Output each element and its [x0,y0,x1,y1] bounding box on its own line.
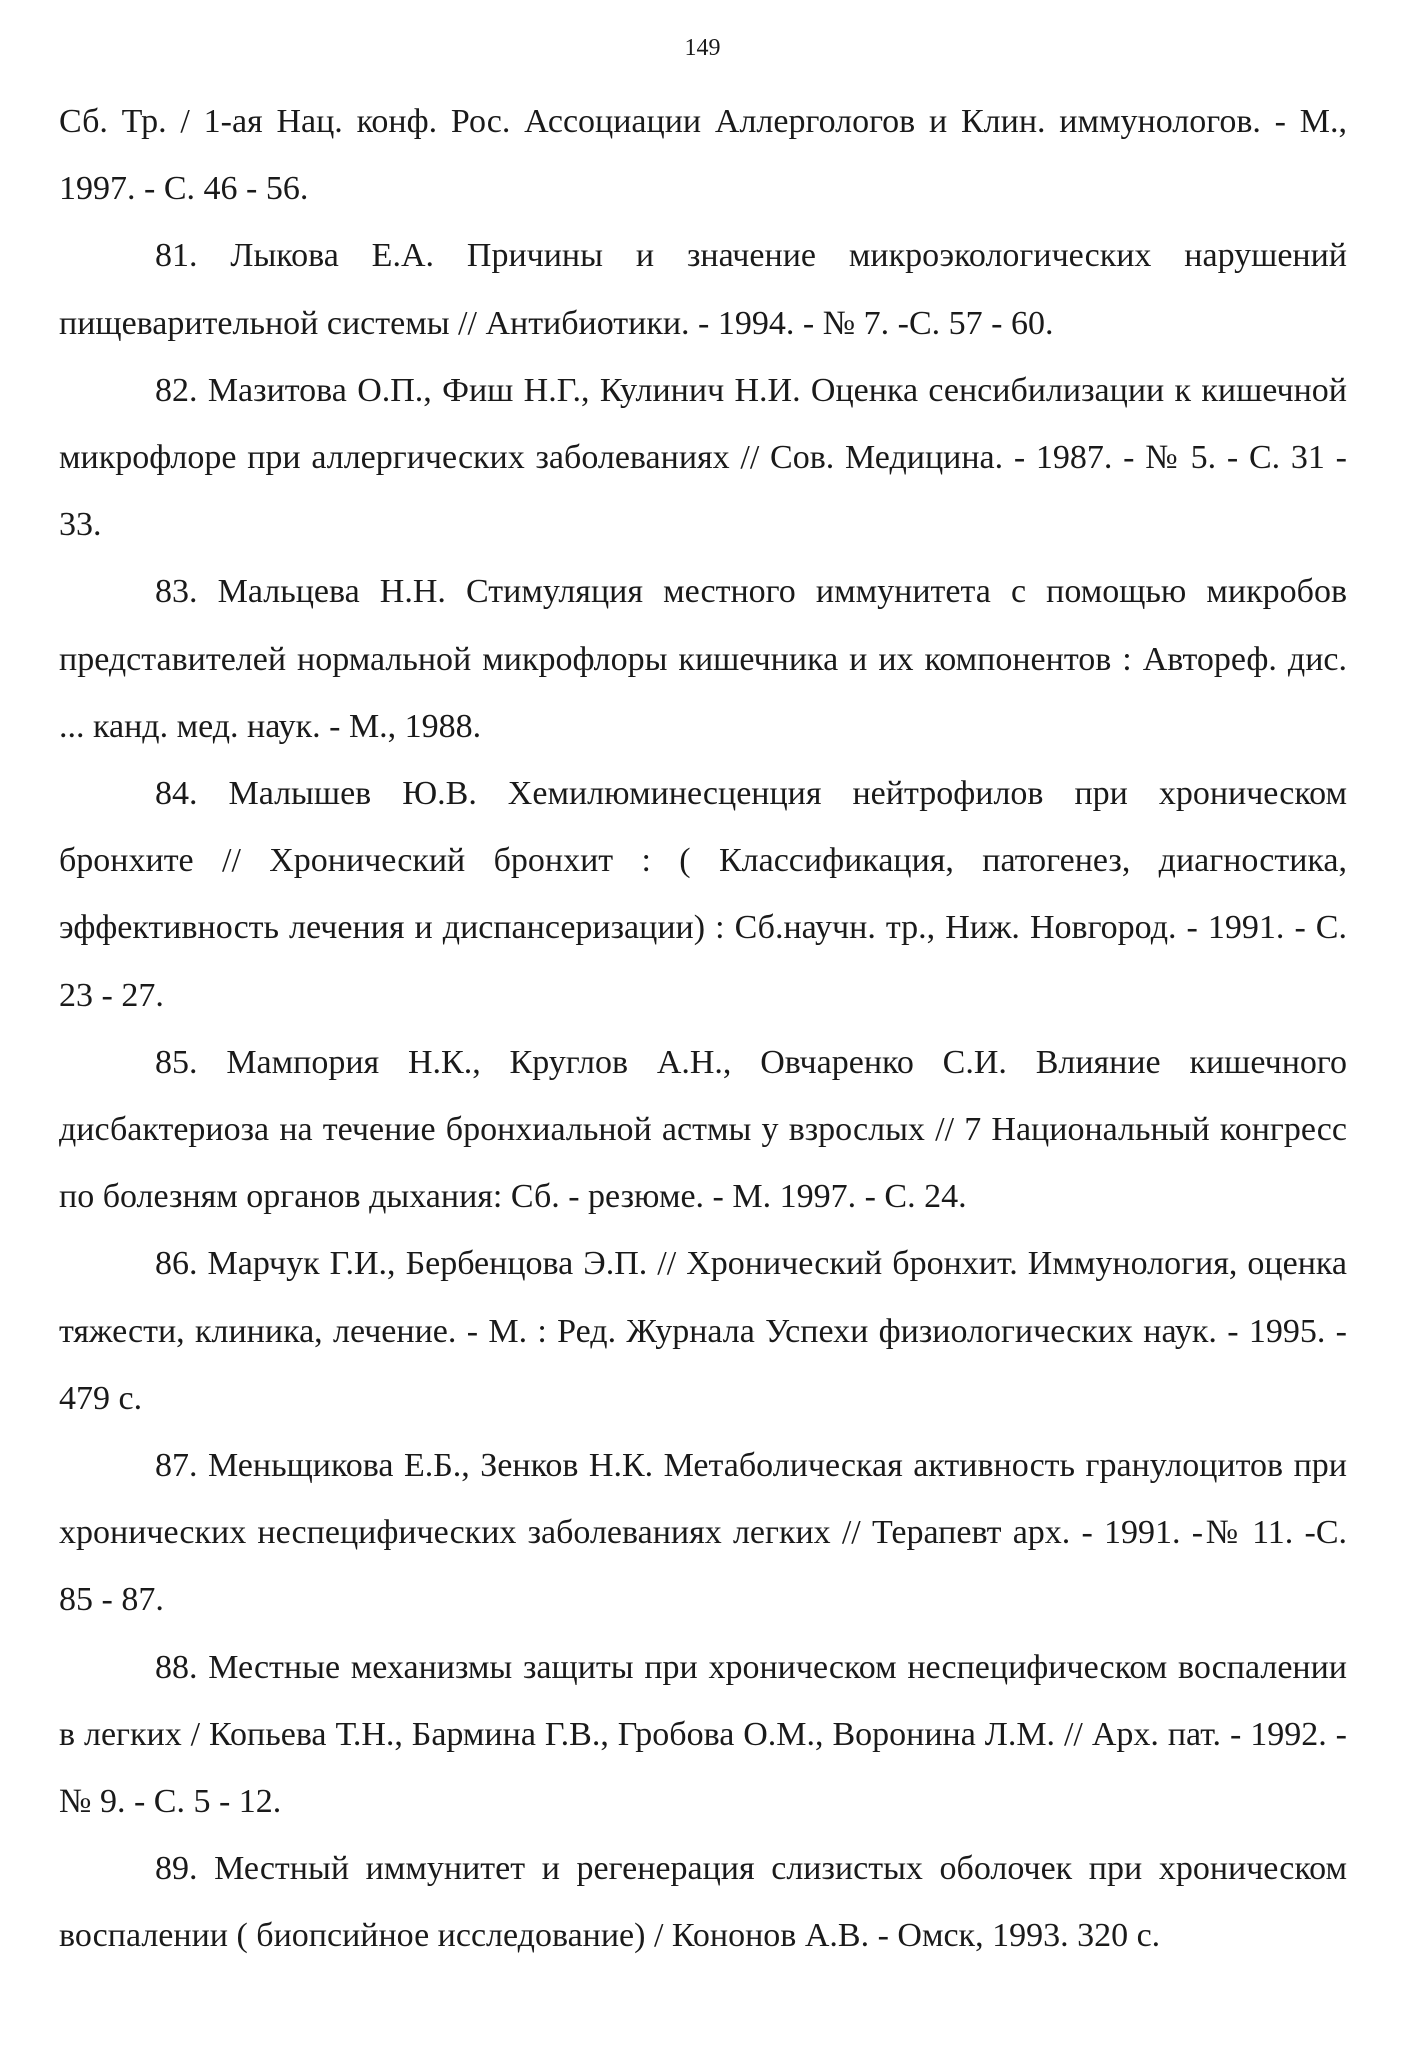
reference-item-86: 86. Марчук Г.И., Бербенцова Э.П. // Хронический бронхит. Иммунология, оценка тяжести, клиника, лечение. - М. : Ред. Журнала Успехи физиологических наук. - 1995. - 479 с. [59,1245,1347,1417]
reference-item-82: 82. Мазитова О.П., Фиш Н.Г., Кулинич Н.И. Оценка сенсибилизации к кишечной микрофлоре при аллергических заболеваниях // Сов. Медицина. - 1987. - № 5. - С. 31 - 33. [59,371,1347,544]
reference-item-85: 85. Мампория Н.К., Круглов А.Н., Овчаренко С.И. Влияние кишечного дисбактериоза на течение бронхиальной астмы у взрослых // 7 Национальный конгресс по болезням органов дыхания: Сб. - резюме. - М. 1997. - С. 24. [59,1043,1347,1216]
reference-item-89: 89. Местный иммунитет и регенерация слизистых оболочек при хроническом воспалении ( биопсийное исследование) / Кононов А.В. - Омск, 1993. 320 с. [59,1850,1347,1955]
reference-item-80-continuation: Сб. Тр. / 1-ая Нац. конф. Рос. Ассоциации Аллергологов и Клин. иммунологов. - М., 1997. - С. 46 - 56. [59,103,1347,208]
reference-list [59,88,1347,1970]
page-number: 149 [684,35,721,61]
reference-item-87: 87. Меньщикова Е.Б., Зенков Н.К. Метаболическая активность гранулоцитов при хронических неспецифических заболеваниях легких // Терапевт арх. - 1991. -№ 11. -С. 85 - 87. [59,1447,1347,1619]
reference-item-83: 83. Мальцева Н.Н. Стимуляция местного иммунитета с помощью микробов представителей нормальной микрофлоры кишечника и их компонентов : Автореф. дис. ... канд. мед. наук. - М., 1988. [59,573,1347,745]
reference-item-84: 84. Малышев Ю.В. Хемилюминесценция нейтрофилов при хроническом бронхите // Хронический бронхит : ( Классификация, патогенез, диагностика, эффективность лечения и диспансеризации) : Сб.научн. тр., Ниж. Новгород. - 1991. - С. 23 - 27. [59,775,1347,1014]
reference-item-88: 88. Местные механизмы защиты при хроническом неспецифическом воспалении в легких / Копьева Т.Н., Бармина Г.В., Гробова О.М., Воронина Л.М. // Арх. пат. - 1992. - № 9. - С. 5 - 12. [59,1648,1347,1821]
reference-item-81: 81. Лыкова Е.А. Причины и значение микроэкологических нарушений пищеварительной системы // Антибиотики. - 1994. - № 7. -С. 57 - 60. [59,237,1347,342]
